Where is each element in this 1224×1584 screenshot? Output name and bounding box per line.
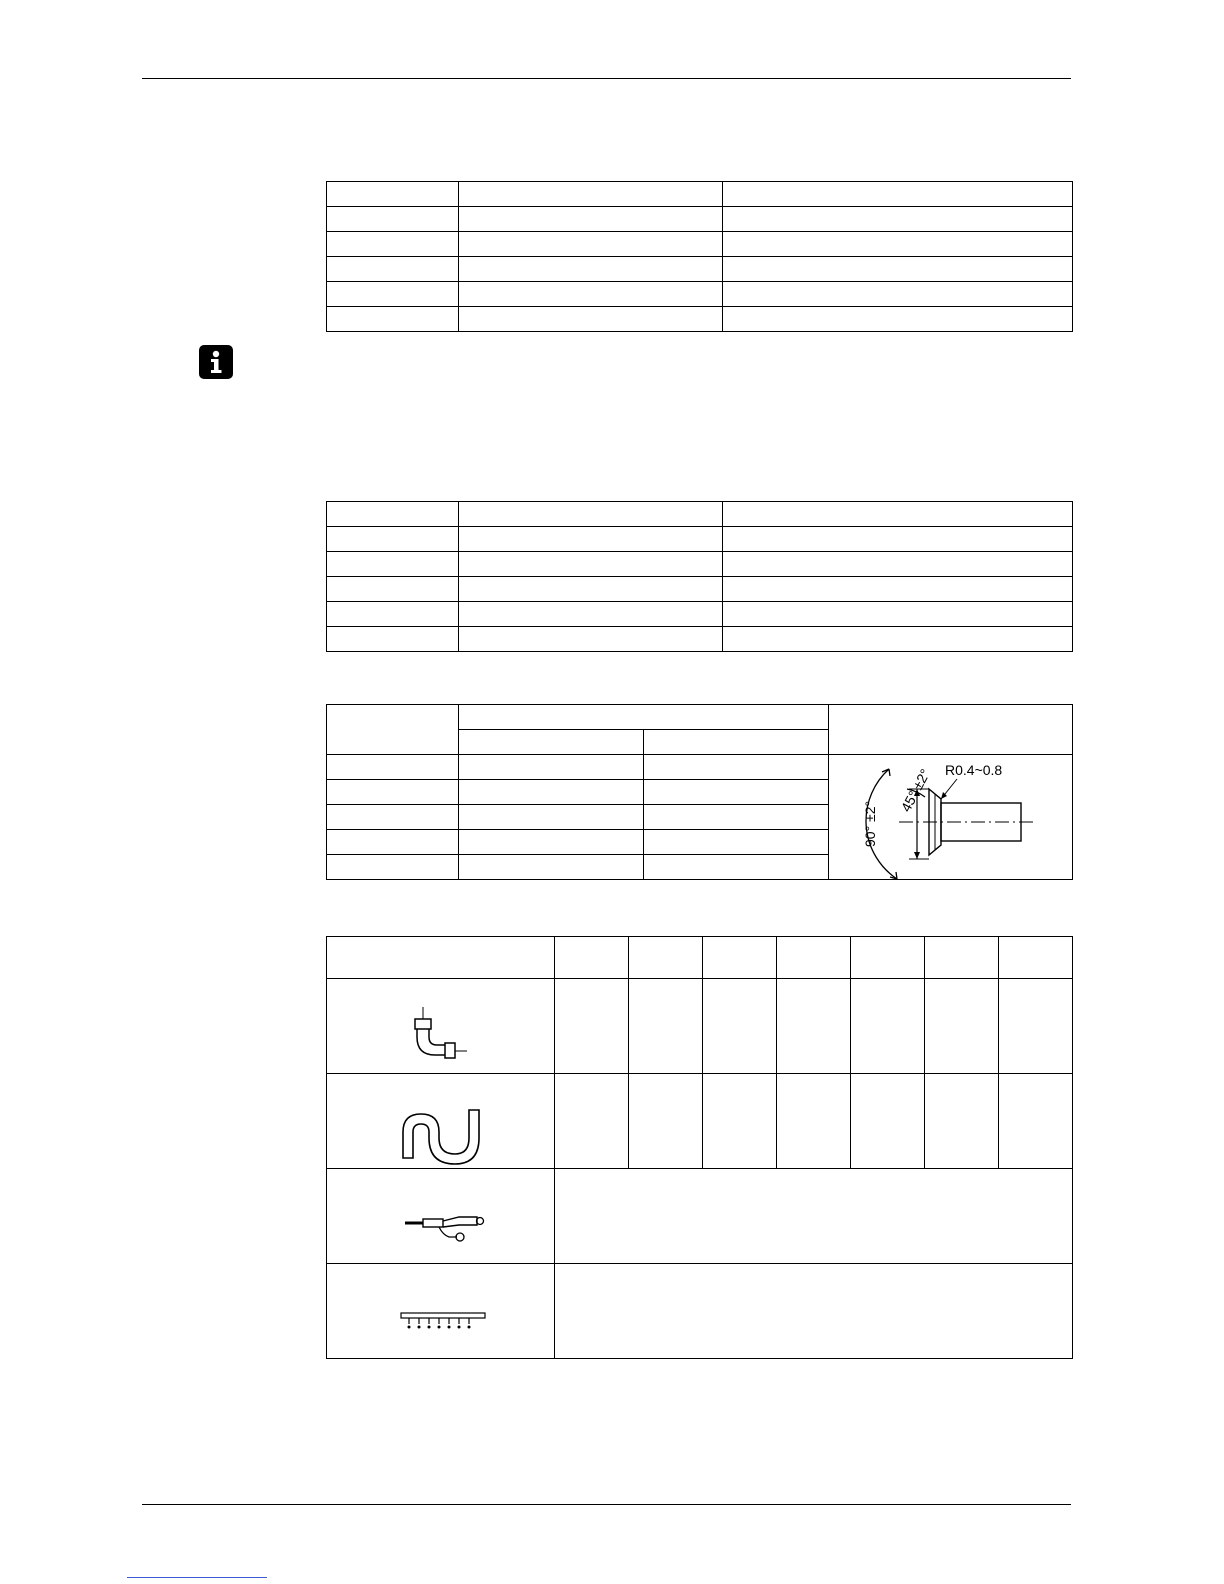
- table-row: [327, 979, 1073, 1074]
- table-row: [327, 502, 1073, 527]
- table-row: [327, 207, 1073, 232]
- table-row: [327, 1169, 1073, 1264]
- table-flare-dimensions: [326, 704, 1073, 880]
- flare-angle-outer-label: 90° ±2°: [862, 800, 878, 847]
- table-row: [327, 577, 1073, 602]
- refnet-header-icon: [327, 1264, 553, 1358]
- table-row: [327, 755, 1073, 780]
- refnet-header-cell: [327, 1264, 555, 1359]
- s-bend-pipe-cell: [327, 1074, 555, 1169]
- table-row: [327, 527, 1073, 552]
- refnet-joint-icon: [327, 1169, 553, 1263]
- table-row: [327, 282, 1073, 307]
- table-row: [327, 307, 1073, 332]
- table-1: [326, 181, 1073, 332]
- flare-figure-cell: [829, 755, 1073, 880]
- table-row: [327, 182, 1073, 207]
- table-2: [326, 501, 1073, 652]
- footer-link-underline[interactable]: [127, 1577, 267, 1578]
- table-row: [327, 232, 1073, 257]
- table-row: [327, 705, 1073, 730]
- refnet-joint-cell: [327, 1169, 555, 1264]
- elbow-fitting-cell: [327, 979, 555, 1074]
- table-row: [327, 1074, 1073, 1169]
- table-row: [327, 552, 1073, 577]
- table-row: [327, 937, 1073, 979]
- table-row: [327, 257, 1073, 282]
- table-fittings: [326, 936, 1073, 1359]
- table-row: [327, 1264, 1073, 1359]
- table-row: [327, 602, 1073, 627]
- elbow-fitting-icon: [327, 979, 553, 1073]
- header-rule: [142, 78, 1071, 79]
- flare-radius-label: R0.4~0.8: [945, 762, 1003, 778]
- flare-angle-inner-label: 45° ±2°: [897, 766, 934, 815]
- s-bend-pipe-icon: [327, 1074, 553, 1168]
- flare-figure: [829, 755, 1071, 881]
- table-row: [327, 627, 1073, 652]
- info-icon: [199, 345, 233, 379]
- footer-rule: [142, 1504, 1071, 1505]
